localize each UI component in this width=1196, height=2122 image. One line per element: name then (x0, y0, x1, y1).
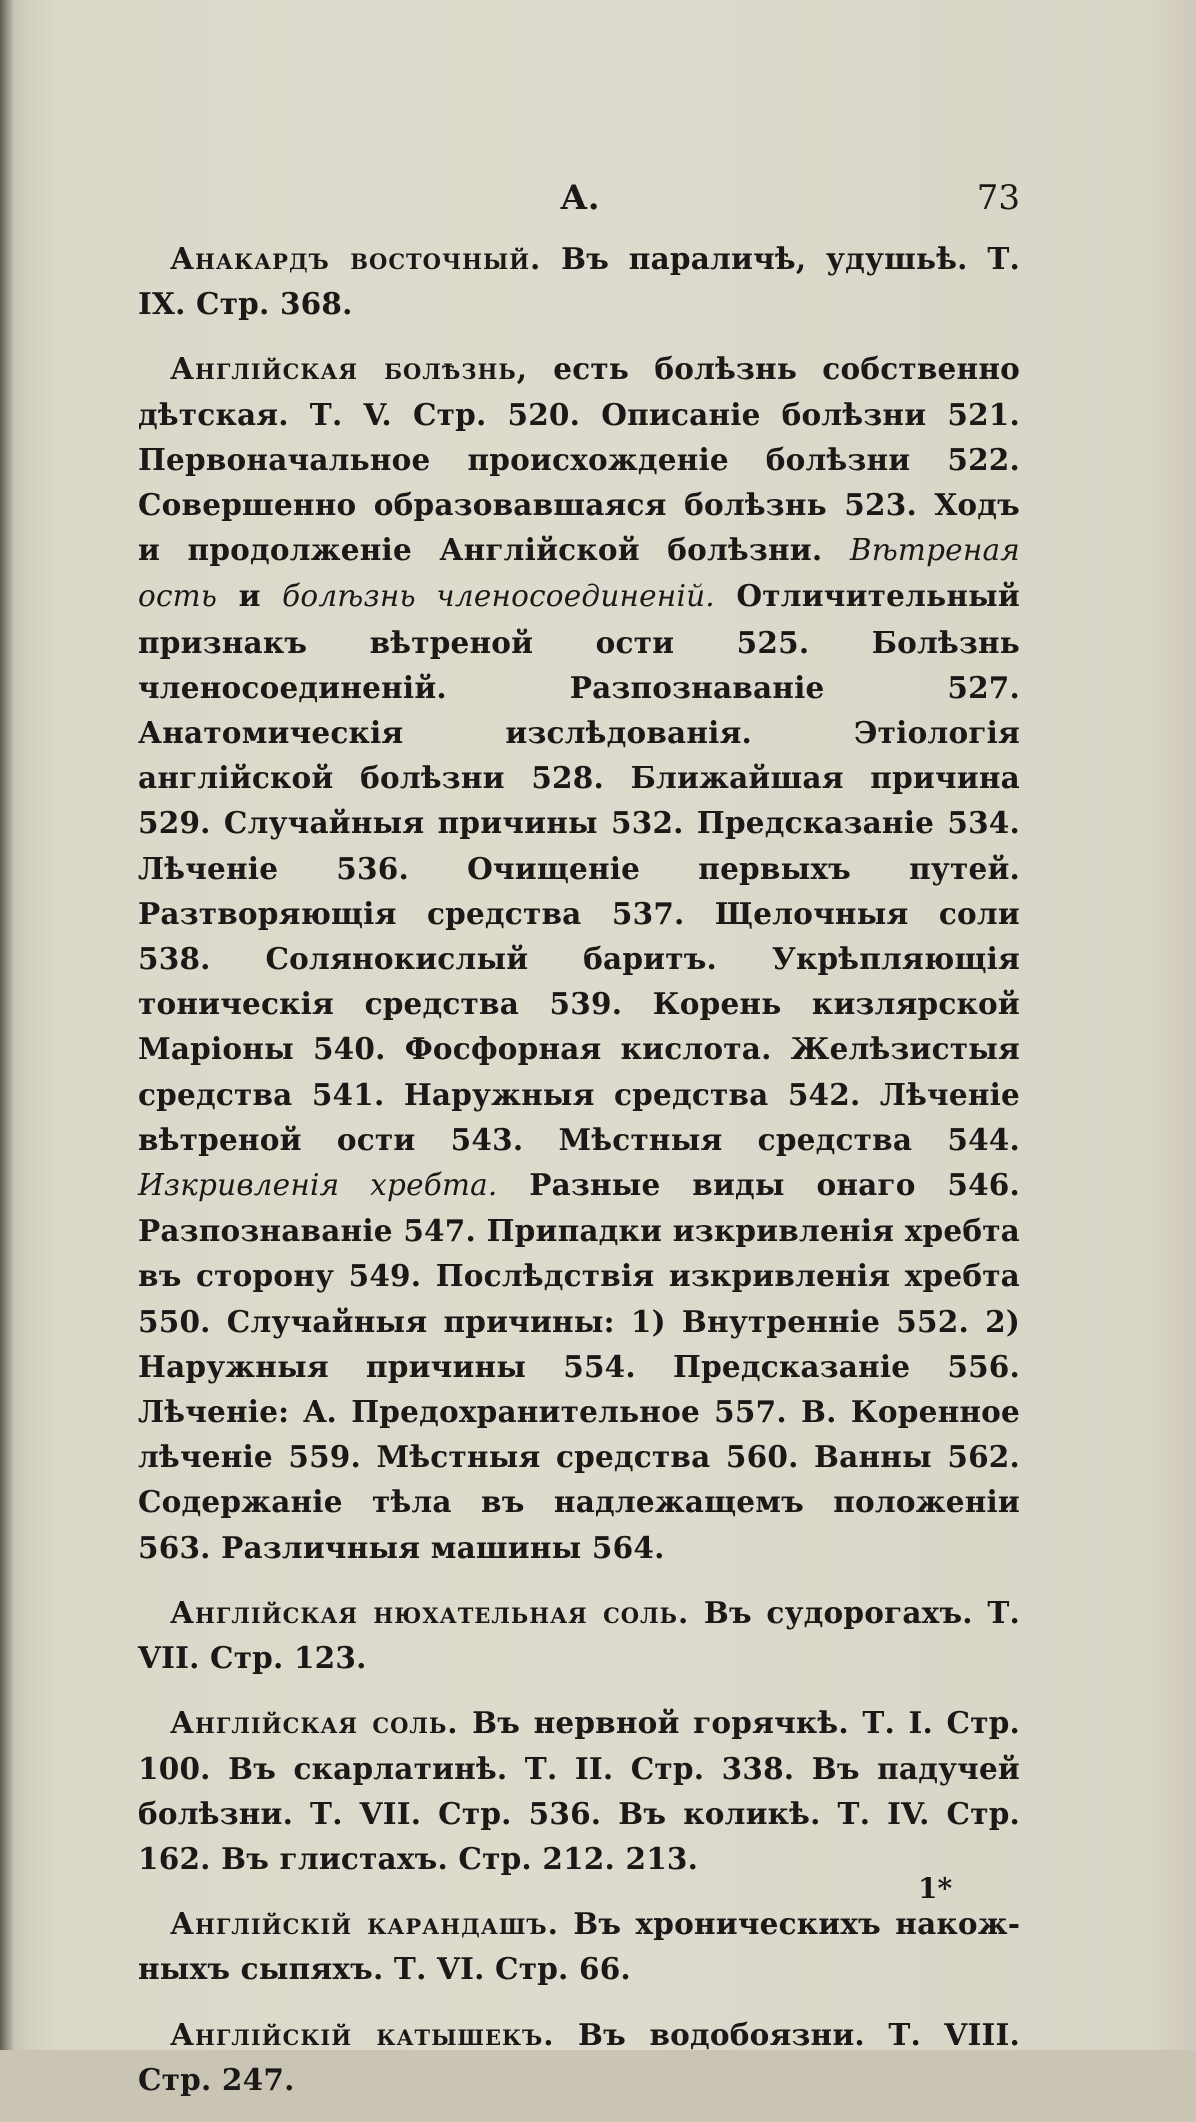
entry-text: Отличительный признакъ вѣтреной ости 525. Болѣзнь членосоединеній. Разпознаваніе 527. Анатомическія изслѣдованія. Этіологія англійской болѣзни 528. Ближайшая причина 529. Случайныя причины 532. Предсказаніе 534. Лѣченіе 536. Очищеніе первыхъ путей. Разтворяющія средства 537. Щелочныя соли 538. Солянокислый баритъ. Укрѣпляющія тоническія средства 539. Корень кизлярской Маріоны 540. Фосфорная кислота. Желѣзистыя средства 541. Наружныя средства 542. Лѣченіе вѣтреной ости 543. Мѣстныя средства 544. (138, 578, 1020, 1157)
index-entry (138, 2012, 1020, 2102)
page-number: 73 (976, 178, 1020, 218)
entry-italic-term: Вѣтреная ость (138, 533, 1020, 614)
entry-text: Въ водобоязни. Т. VIII. Стр. 247. (138, 2016, 1020, 2097)
index-entry (138, 346, 1020, 1569)
entry-heading: Англійская нюхательная соль. (170, 1594, 690, 1630)
entry-heading: Англійская болѣзнь, (170, 351, 528, 387)
index-entry (138, 1901, 1020, 1991)
entry-italic-term: болѣзнь членосоединеній. (282, 579, 715, 614)
entry-text: Въ нервной горячкѣ. Т. I. Стр. 100. Въ скарлатинѣ. Т. II. Стр. 338. Въ падучей болѣзни. Т. VII. Стр. 536. Въ коликѣ. Т. IV. Стр. 162. Въ глистахъ. Стр. 212. 213. (138, 1705, 1020, 1876)
running-header (140, 178, 1020, 228)
printer-signature-mark: 1* (918, 1872, 953, 1905)
binding-edge (0, 0, 14, 2050)
entry-text: Разные виды онаго 546. Разпознаваніе 547. Припадки изкривленія хребта въ сторону 549. Послѣдствія изкривленія хребта 550. Случайныя причины: 1) Внутренніе 552. 2) Наружныя причины 554. Предсказаніе 556. Лѣченіе: A. Предохранительное 557. B. Коренное лѣченіе 559. Мѣстныя средства 560. Ванны 562. Содержаніе тѣла въ надлежащемъ положеніи 563. Различныя машины 564. (138, 1167, 1020, 1565)
index-entries (138, 236, 1020, 2122)
entry-text: Въ параличѣ, удушьѣ. Т. IX. Стр. 368. (138, 241, 1020, 322)
entry-text: Въ хроническихъ накожныхъ сыпяхъ. Т. VI. Стр. 66. (138, 1906, 1020, 1987)
entry-heading: Англійскій катышекъ. (170, 2016, 555, 2052)
index-entry (138, 1590, 1020, 1680)
entry-text: Въ судорогахъ. Т. VII. Стр. 123. (138, 1594, 1020, 1676)
entry-text: есть болѣзнь собственно дѣтская. Т. V. Стр. 520. Описаніе болѣзни 521. Первоначальное происхожденіе болѣзни 522. Совершенно образовавшаяся болѣзнь 523. Ходъ и продолженіе Англійской болѣзни. (138, 351, 1020, 568)
entry-heading: Анакардъ восточный. (170, 241, 542, 276)
entry-italic-term: Изкривленія хребта. (138, 1168, 498, 1203)
entry-heading: Англійскій карандашъ. (170, 1906, 559, 1942)
section-letter: А. (560, 178, 600, 218)
entry-heading: Англійская соль. (170, 1705, 459, 1741)
index-entry (138, 1700, 1020, 1881)
entry-text: и (217, 578, 283, 614)
index-entry (138, 236, 1020, 326)
